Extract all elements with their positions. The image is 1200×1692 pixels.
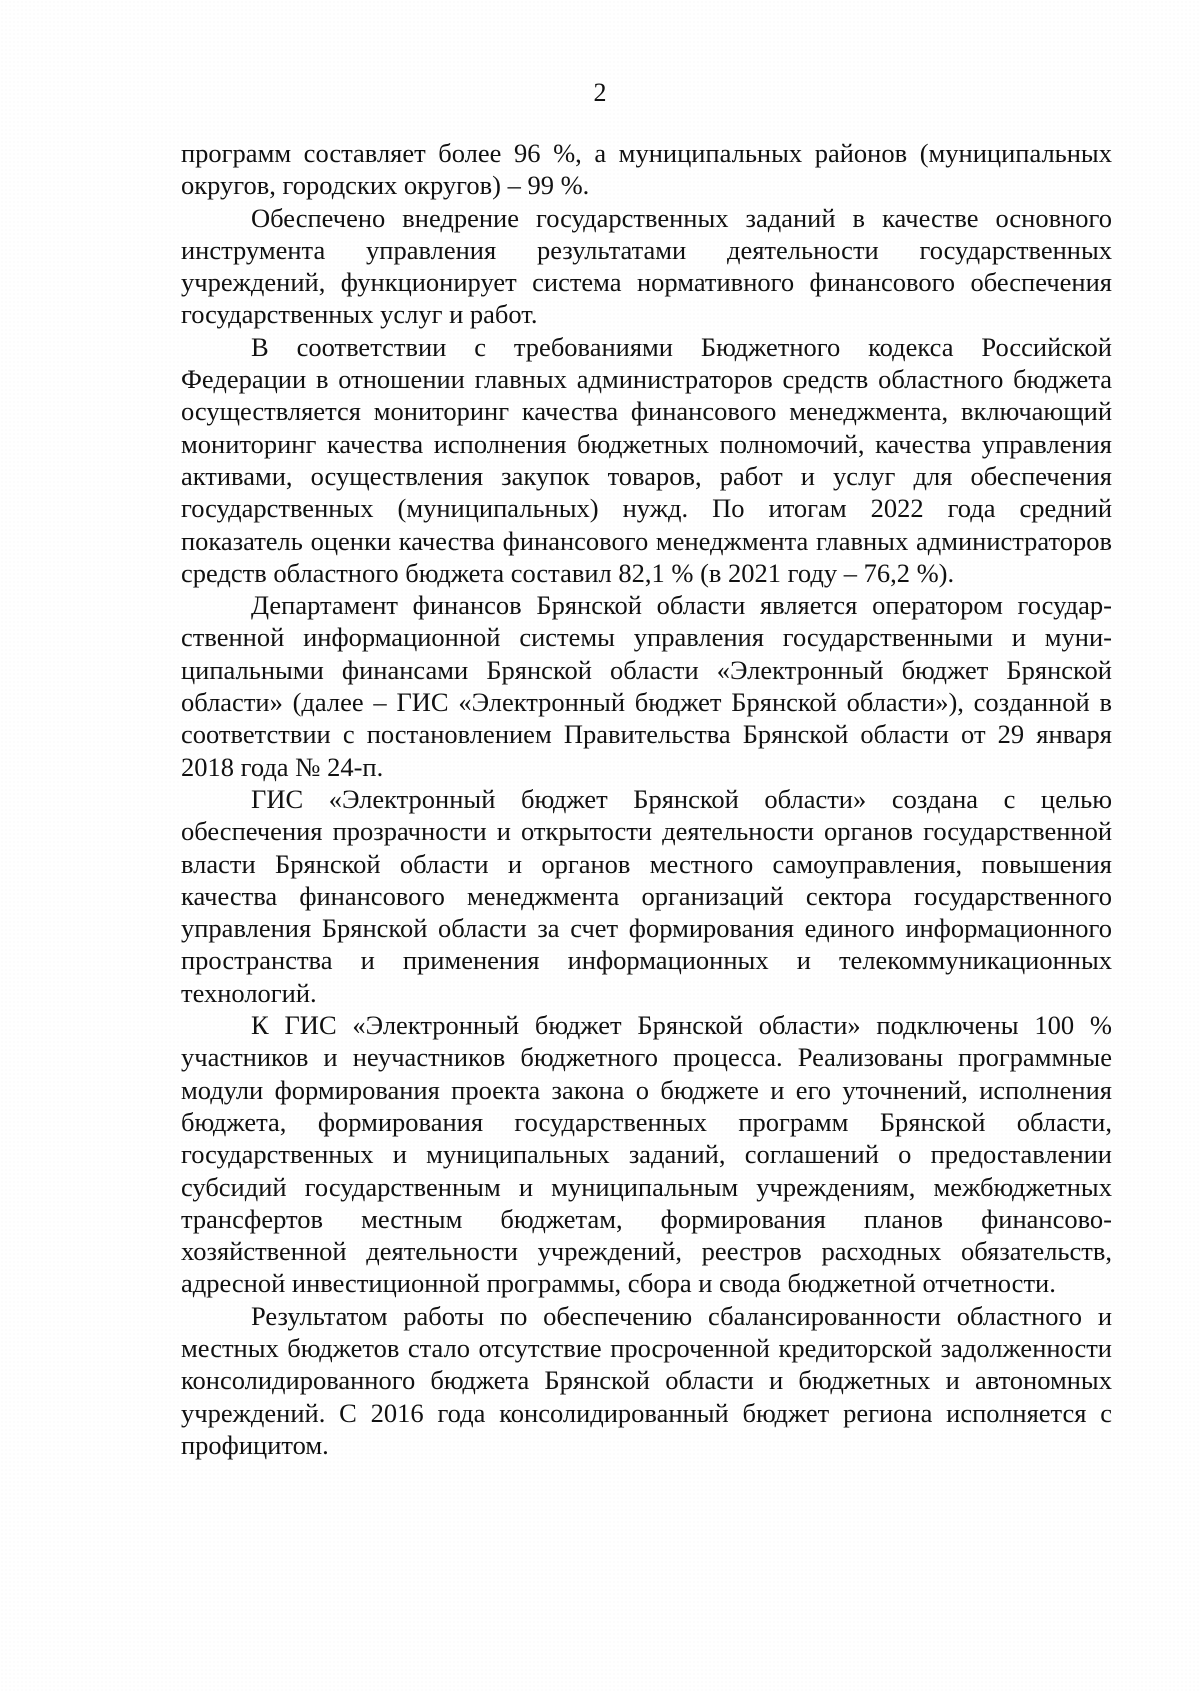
paragraph-2: Обеспечено внедрение государственных заданий в качестве основного инструмента управления результатами деятельности государственных учреждений, функционирует система нормативного финансового обеспечения государственных услуг и работ. <box>181 202 1112 330</box>
paragraph-6: К ГИС «Электронный бюджет Брянской области» подключены 100 % участников и неучастников бюджетного процесса. Реализованы программные модули формирования проекта закона о бюджете и его уточнений, исполнения бюджета, формирования государственных программ Брянской области, государственных и муниципальных заданий, соглашений о предоставлении субсидий государственным и муниципальным учреждениям, межбюджетных трансфертов местным бюджетам, формирования планов финансово-хозяйственной деятельности учреждений, реестров расходных обязательств, адресной инвестиционной программы, сбора и свода бюджетной отчетности. <box>181 1010 1112 1299</box>
paragraph-4: Департамент финансов Брянской области является оператором государственной информационной системы управления государственными и муниципальными финансами Брянской области «Электронный бюджет Брянской области» (далее – ГИС «Электронный бюджет Брянской области»), созданной в соответствии с постановлением Правительства Брянской области от 29 января 2018 года № 24-п. <box>181 590 1112 782</box>
paragraph-7: Результатом работы по обеспечению сбалансированности областного и местных бюджетов стало отсутствие просроченной кредиторской задолженности консолидированного бюджета Брянской области и бюджетных и автономных учреждений. С 2016 года консолидированный бюджет региона исполняется с профицитом. <box>181 1300 1112 1460</box>
paragraph-3: В соответствии с требованиями Бюджетного кодекса Российской Федерации в отношении главных администраторов средств областного бюджета осуществляется мониторинг качества финансового менеджмента, включающий мониторинг качества исполнения бюджетных полномочий, качества управления активами, осуществления закупок товаров, работ и услуг для обеспечения государственных (муниципальных) нужд. По итогам 2022 года средний показатель оценки качества финансового менеджмента главных администраторов средств областного бюджета составил 82,1 % (в 2021 году – 76,2 %). <box>181 331 1112 588</box>
paragraph-5: ГИС «Электронный бюджет Брянской области» создана с целью обеспечения прозрачности и открытости деятельности органов государственной власти Брянской области и органов местного самоуправления, повышения качества финансового менеджмента организаций сектора государственного управления Брянской области за счет формирования единого информационного пространства и применения информационных и телекоммуникационных технологий. <box>181 783 1112 1008</box>
paragraph-1: программ составляет более 96 %, а муниципальных районов (муниципальных округов, городских округов) – 99 %. <box>181 138 1112 201</box>
document-body <box>181 137 1112 1461</box>
page-number: 2 <box>593 78 607 107</box>
